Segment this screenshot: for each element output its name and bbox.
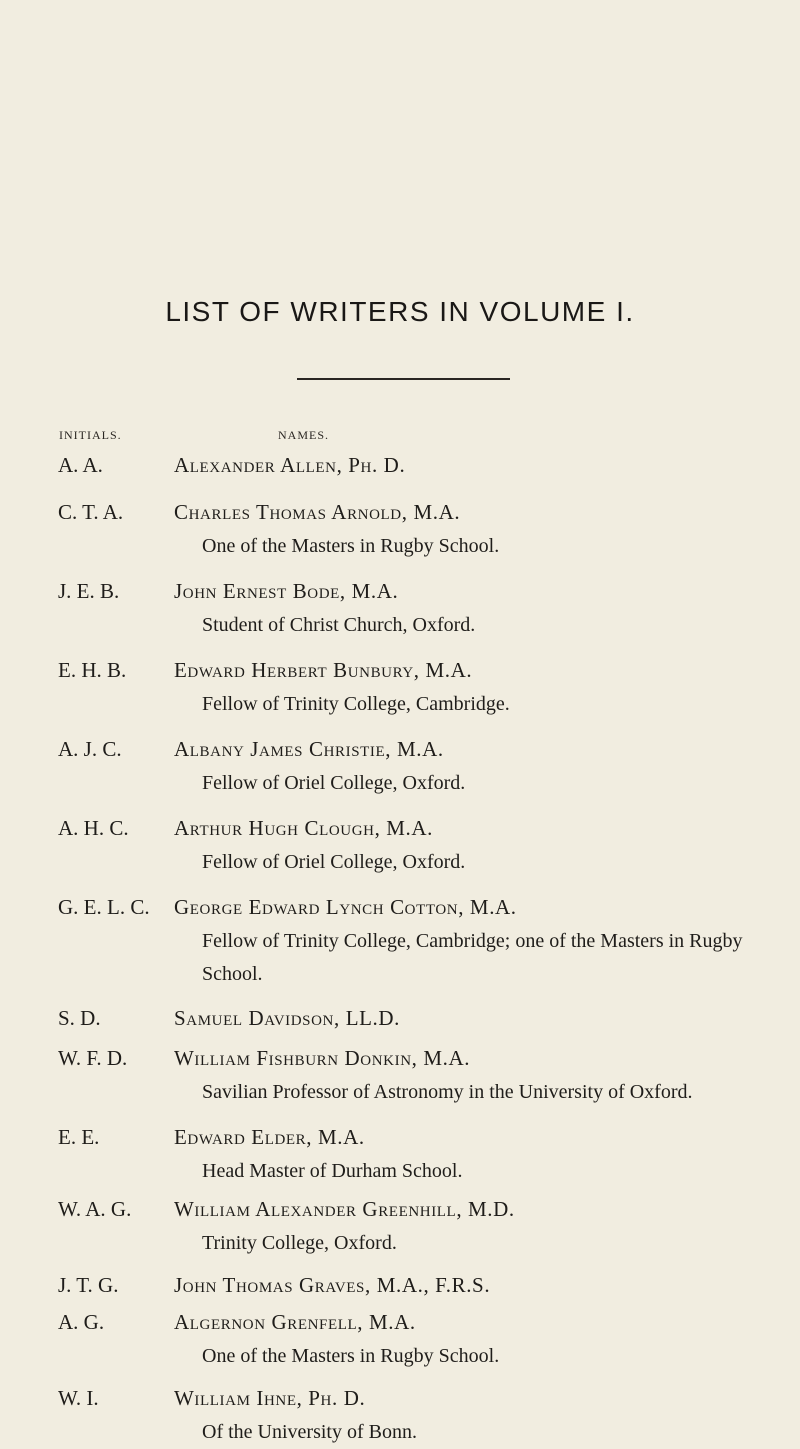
writer-description: Fellow of Trinity College, Cambridge; one of the Masters in Rugby School.	[202, 930, 743, 985]
page-title: LIST OF WRITERS IN VOLUME I.	[165, 296, 635, 327]
writer-name: William Alexander Greenhill, M.D.	[174, 1197, 515, 1221]
writer-description: Trinity College, Oxford.	[202, 1232, 397, 1254]
writer-description: Fellow of Oriel College, Oxford.	[202, 851, 466, 873]
writer-name: Algernon Grenfell, M.A.	[174, 1310, 416, 1334]
writer-name: Edward Elder, M.A.	[174, 1125, 365, 1149]
writer-initials: A. H. C.	[58, 816, 129, 840]
writer-description: One of the Masters in Rugby School.	[202, 1345, 500, 1367]
initials-column-header: INITIALS.	[59, 428, 122, 442]
names-column-header: NAMES.	[278, 428, 330, 442]
writer-initials: W. F. D.	[58, 1046, 128, 1070]
writer-description: Head Master of Durham School.	[202, 1160, 463, 1182]
writer-initials: E. E.	[58, 1125, 100, 1149]
writer-description: Of the University of Bonn.	[202, 1421, 417, 1443]
writer-initials: G. E. L. C.	[58, 895, 150, 919]
writer-description: One of the Masters in Rugby School.	[202, 535, 500, 557]
writer-initials: J. T. G.	[58, 1273, 119, 1297]
writer-initials: A. A.	[58, 453, 103, 477]
writer-initials: J. E. B.	[58, 579, 120, 603]
writer-initials: A. G.	[58, 1310, 105, 1334]
writer-initials: W. I.	[58, 1386, 99, 1410]
writer-initials: W. A. G.	[58, 1197, 132, 1221]
writer-description: Savilian Professor of Astronomy in the University of Oxford.	[202, 1081, 693, 1103]
writer-name: Edward Herbert Bunbury, M.A.	[174, 658, 473, 682]
writer-name: William Ihne, Ph. D.	[174, 1386, 366, 1410]
writer-initials: S. D.	[58, 1006, 101, 1030]
writer-name: George Edward Lynch Cotton, M.A.	[174, 895, 517, 919]
writer-initials: E. H. B.	[58, 658, 127, 682]
writer-description: Fellow of Oriel College, Oxford.	[202, 772, 466, 794]
writer-name: John Thomas Graves, M.A., F.R.S.	[174, 1273, 491, 1297]
writer-initials: A. J. C.	[58, 737, 122, 761]
writer-name: John Ernest Bode, M.A.	[174, 579, 399, 603]
writer-name: Arthur Hugh Clough, M.A.	[174, 816, 434, 840]
writer-name: Charles Thomas Arnold, M.A.	[174, 500, 461, 524]
writer-initials: C. T. A.	[58, 500, 124, 524]
writer-description: Student of Christ Church, Oxford.	[202, 614, 476, 636]
writer-name: Samuel Davidson, LL.D.	[174, 1006, 401, 1030]
writer-name: Albany James Christie, M.A.	[174, 737, 444, 761]
writer-name: William Fishburn Donkin, M.A.	[174, 1046, 471, 1070]
writer-description: Fellow of Trinity College, Cambridge.	[202, 693, 510, 715]
writer-name: Alexander Allen, Ph. D.	[174, 453, 406, 477]
